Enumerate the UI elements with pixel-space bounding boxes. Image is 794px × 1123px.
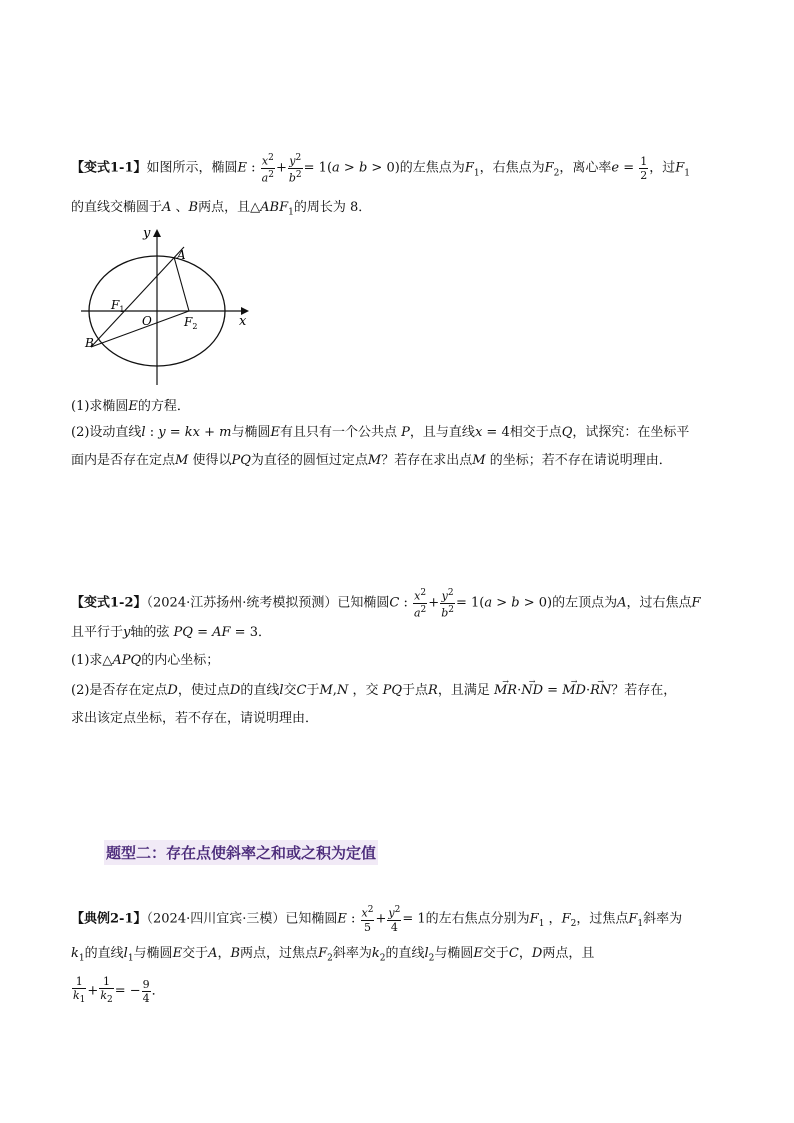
v12-tag: 【变式1-2】 [71,595,147,611]
text: ，使过点 [177,683,230,698]
text: 如图所示，椭圆 [146,160,238,176]
v12-q1: (1)求△APQ的内心坐标； [71,653,220,668]
text: 的直线交椭圆于 [71,200,163,215]
text: 两点，过焦点 [240,946,319,961]
source: （2024·江苏扬州·统考模拟预测） [146,595,338,611]
section-title: 题型二：存在点使斜率之和或之积为定值 [104,840,378,865]
line-AB [91,247,184,347]
text: 已知椭圆 [285,911,338,927]
text: 的直线 [84,946,124,961]
source: （2024·四川宜宾·三模） [146,911,286,927]
text: ，右焦点为 [479,160,545,176]
y-label: y [143,226,151,241]
math-frac: $\frac{y^2}{4}$ [388,905,401,934]
text: 使得以 [192,453,232,468]
text: 有且只有一个公共点 [280,425,398,440]
math-frac: $\frac{1}{2}$ [640,154,648,182]
v11-line1: 【变式1-1】如图所示，椭圆E : $\frac{x^2}{a^2}$ + $\frac{y^2}{b^2}$ = 1(a > b > 0)的左焦点为$F_1$，右焦点为$F_2$，离心率e = $\frac{1}{2}$ ，过$F_1$ [71,153,691,185]
text: 交于 [482,946,509,961]
text: 交 [283,683,297,698]
v11-q1: (1)求椭圆E的方程． [71,399,190,414]
y-axis-arrow [153,229,161,237]
point-A-label: A [177,248,186,262]
text: 斜率为 [332,946,372,961]
perimeter-value: 8 [349,200,359,215]
text: (2)设动直线 [71,425,142,440]
text: (1)求椭圆 [71,399,129,414]
text: 的左右焦点分别为 [425,911,530,927]
v12-line1: 【变式1-2】（2024·江苏扬州·统考模拟预测）已知椭圆C : $\frac{x^2}{a^2}$ + $\frac{y^2}{b^2}$ = 1(a > b > 0)的左顶点为A，过右焦点F [71,588,701,620]
text: ，过焦点 [576,911,629,927]
v12-line2: 且平行于y轴的弦 PQ = AF = 3． [71,625,271,640]
text: 相交于点 [509,425,562,440]
text: 求出该定点坐标，若不存在，请说明理由． [71,711,319,726]
text: 的周长为 [293,200,346,215]
text: ． [257,625,271,640]
math-frac: $\frac{y^2}{b^2}$ [441,588,454,620]
text: 面内是否存在定点 [71,453,176,468]
line-AF2 [174,257,189,311]
text: 为直径的圆恒过定点 [250,453,368,468]
text: ，且满足 [437,683,490,698]
math: E [237,160,248,176]
text: 的内心坐标； [141,653,220,668]
point-B-label: B [85,336,94,350]
text: 两点，且 [542,946,595,961]
text: 交于 [182,946,209,961]
text: 且平行于 [71,625,124,640]
v11-line2: 的直线交椭圆于A 、B两点，且$\triangle ABF_1$的周长为 8． [71,200,372,218]
e21-line2: $k_1$的直线$l_1$与椭圆E交于A，B两点，过焦点$F_2$斜率为$k_2$的直线$l_2$与椭圆E交于C，D两点，且 [71,946,595,964]
x-label: x [239,314,247,329]
text: ，过右焦点 [626,595,692,611]
text: 两点，且 [198,200,251,215]
text: ？若存在， [611,683,677,698]
math-frac: $\frac{x^2}{a^2}$ [413,588,427,620]
v11-tag: 【变式1-1】 [71,160,147,176]
math-frac: $\frac{y^2}{b^2}$ [288,153,302,185]
line-BF2 [91,311,189,347]
v11-q2-line2: 面内是否存在定点M 使得以PQ为直径的圆恒过定点M？若存在求出点M 的坐标；若不存在请说明理由． [71,453,672,468]
math-frac: $\frac{1}{k_2}$ [100,975,113,1006]
text: 的直线 [240,683,280,698]
text: 的直线 [385,946,425,961]
math-frac: $\frac{1}{k_1}$ [73,975,86,1006]
text: 的左焦点为 [399,160,465,176]
text: 于点 [402,683,429,698]
math-frac: $\frac{x^2}{5}$ [361,905,374,934]
text: 与椭圆 [434,946,474,961]
text: 的方程． [137,399,190,414]
text: ，离心率 [559,160,612,176]
ellipse-figure [71,225,251,390]
text: 的坐标；若不存在请说明理由． [489,453,672,468]
text: ． [151,983,165,999]
text: (1)求 [71,653,103,668]
F1-label: $F_1$ [111,298,125,314]
origin-label: O [142,314,152,328]
text: (2)是否存在定点 [71,683,168,698]
text: ，且与直线 [409,425,475,440]
text: 与椭圆 [133,946,173,961]
text: 斜率为 [643,911,683,927]
v12-q2-line1: (2)是否存在定点D，使过点D的直线l交C于M,N ，交 PQ于点R，且满足 → MR·→ ND = → MD·→ RN？若存在， [71,682,676,700]
text: 于 [306,683,320,698]
math-frac: $\frac{9}{4}$ [142,977,150,1005]
text: 的左顶点为 [552,595,618,611]
text: ？若存在求出点 [381,453,473,468]
text: ，试探究：在坐标平 [572,425,690,440]
math-frac: $\frac{x^2}{a^2}$ [261,153,274,185]
v11-q2-line1: (2)设动直线l : y = kx + m与椭圆E有且只有一个公共点 P，且与直线x = 4相交于点Q，试探究：在坐标平 [71,425,690,440]
e21-line1: 【典例2-1】（2024·四川宜宾·三模）已知椭圆E : $\frac{x^2}{5}$ + $\frac{y^2}{4}$ = 1的左右焦点分别为$F_1$ ，$F_2$，过焦点$F_1$斜率为 [71,905,683,934]
text: 已知椭圆 [337,595,390,611]
e21-tag: 【典例2-1】 [71,911,147,927]
text: 轴的弦 [130,625,170,640]
F2-label: $F_2$ [184,315,198,331]
e21-line3: $\frac{1}{k_1}$ + $\frac{1}{k_2}$ = − $\frac{9}{4}$ ． [73,975,165,1006]
text: ，交 [352,683,379,698]
text: 与椭圆 [231,425,271,440]
v12-q2-line2 [71,710,318,728]
text: ，过 [649,160,676,176]
